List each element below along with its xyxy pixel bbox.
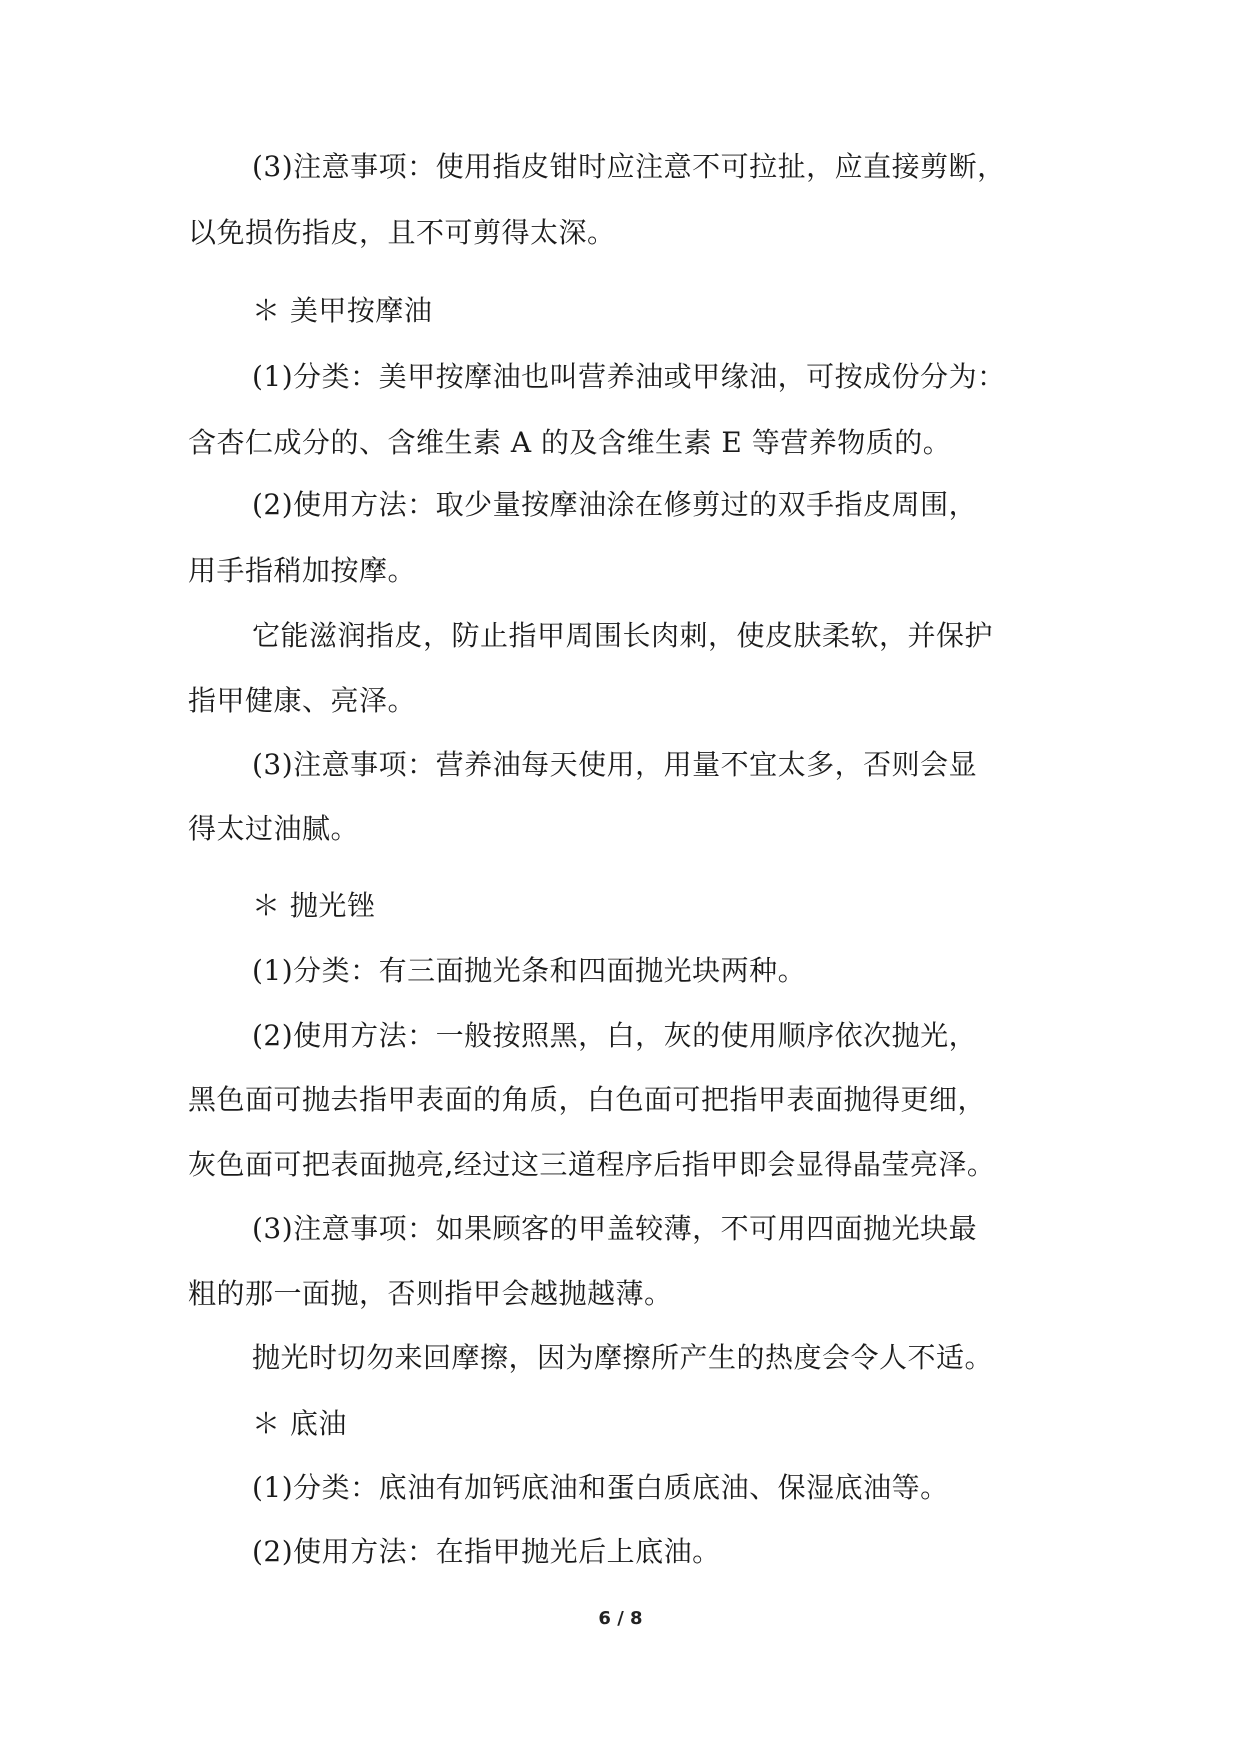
- text-line: (1)分类：有三面抛光条和四面抛光块两种。: [252, 954, 807, 987]
- text-line: (3)注意事项：营养油每天使用，用量不宜太多，否则会显: [252, 748, 978, 781]
- page-number: 6 / 8: [598, 1608, 643, 1629]
- section-heading: ＊ 底油: [252, 1407, 347, 1440]
- text-line: 灰色面可把表面抛亮,经过这三道程序后指甲即会显得晶莹亮泽。: [188, 1148, 996, 1181]
- text-line: 含杏仁成分的、含维生素 A 的及含维生素 E 等营养物质的。: [188, 426, 952, 459]
- section-heading: ＊ 美甲按摩油: [252, 294, 433, 327]
- text-line: (3)注意事项：如果顾客的甲盖较薄，不可用四面抛光块最: [252, 1212, 978, 1245]
- section-heading: ＊ 抛光锉: [252, 889, 376, 922]
- text-line: 指甲健康、亮泽。: [188, 684, 417, 717]
- text-line: 用手指稍加按摩。: [188, 554, 417, 587]
- text-line: 抛光时切勿来回摩擦，因为摩擦所产生的热度会令人不适。: [252, 1341, 994, 1374]
- text-line: 得太过油腻。: [188, 812, 360, 845]
- text-line: 以免损伤指皮，且不可剪得太深。: [188, 216, 616, 249]
- text-line: (1)分类：美甲按摩油也叫营养油或甲缘油，可按成份分为：: [252, 360, 1006, 393]
- text-line: 黑色面可抛去指甲表面的角质，白色面可把指甲表面抛得更细，: [188, 1083, 987, 1116]
- text-line: 它能滋润指皮，防止指甲周围长肉刺，使皮肤柔软，并保护: [252, 619, 994, 652]
- text-line: (2)使用方法：在指甲抛光后上底油。: [252, 1535, 721, 1568]
- text-line: (2)使用方法：一般按照黑，白，灰的使用顺序依次抛光，: [252, 1019, 978, 1052]
- text-line: 粗的那一面抛，否则指甲会越抛越薄。: [188, 1277, 673, 1310]
- text-line: (3)注意事项：使用指皮钳时应注意不可拉扯，应直接剪断，: [252, 150, 1006, 183]
- text-line: (1)分类：底油有加钙底油和蛋白质底油、保湿底油等。: [252, 1471, 949, 1504]
- text-line: (2)使用方法：取少量按摩油涂在修剪过的双手指皮周围，: [252, 488, 978, 521]
